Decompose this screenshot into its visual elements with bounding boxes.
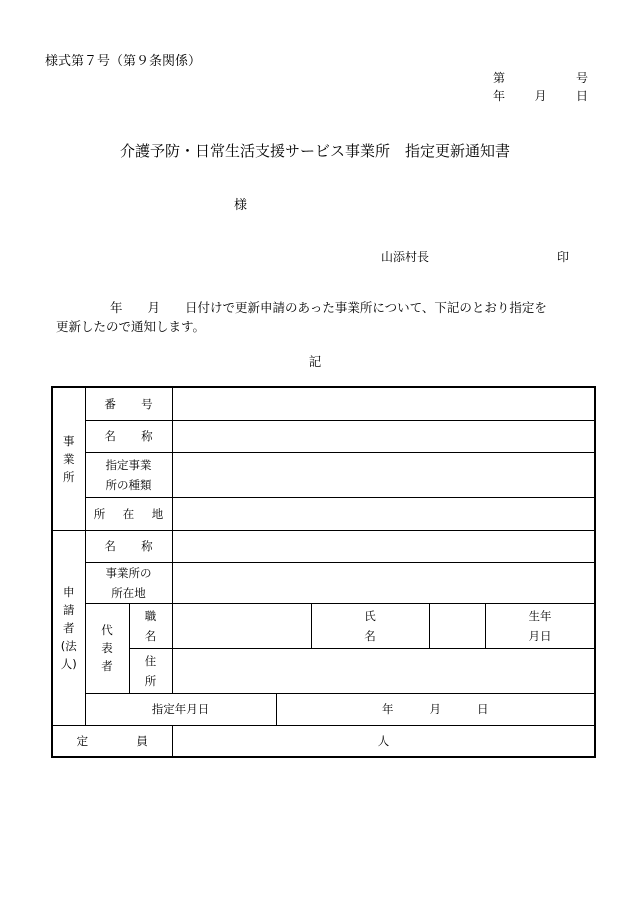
applicant-location-field[interactable] (172, 562, 595, 603)
document-number (493, 69, 588, 87)
rep-address-field[interactable] (172, 648, 595, 693)
office-name-field[interactable] (172, 420, 595, 452)
document-number-date (493, 69, 588, 105)
rep-name-label: 氏 名 (311, 603, 429, 648)
doc-date-day: 日 (575, 89, 588, 103)
rep-title-label: 職 名 (129, 603, 172, 648)
applicant-name-field[interactable] (172, 530, 595, 562)
body-line-1: 年 月 日付けで更新申請のあった事業所について、下記のとおり指定を (110, 300, 547, 315)
applicant-location-label: 事業所の 所在地 (85, 562, 172, 603)
applicant-name-label: 名 称 (85, 530, 172, 562)
capacity-label: 定 員 (52, 725, 172, 757)
designation-date-label: 指定年月日 (85, 693, 276, 725)
designation-year: 年 (382, 702, 394, 716)
doc-number-prefix: 第 (493, 71, 506, 85)
doc-date-month: 月 (534, 89, 547, 103)
representative-group-label: 代 表 者 (85, 603, 129, 693)
office-location-field[interactable] (172, 497, 595, 530)
office-number-label: 番 号 (85, 387, 172, 420)
rep-name-field[interactable] (429, 603, 485, 648)
office-location-label: 所 在 地 (85, 497, 172, 530)
designation-month: 月 (429, 702, 442, 716)
office-group-label: 事 業 所 (52, 387, 85, 530)
office-number-field[interactable] (172, 387, 595, 420)
designation-day: 日 (477, 702, 489, 716)
capacity-field[interactable] (172, 725, 595, 757)
doc-number-suffix: 号 (575, 71, 588, 85)
addressee-suffix: 様 (234, 198, 248, 213)
rep-title-field[interactable] (172, 603, 311, 648)
designation-date-field[interactable] (276, 693, 595, 725)
issuer: 山添村長 (381, 250, 430, 264)
rep-address-label: 住 所 (129, 648, 172, 693)
rep-birthdate-label: 生年 月日 (485, 603, 595, 648)
document-title: 介護予防・日常生活支援サービス事業所 指定更新通知書 (119, 142, 510, 160)
ki-heading: 記 (308, 354, 322, 369)
office-type-field[interactable] (172, 452, 595, 497)
body-text (56, 298, 547, 336)
form-label: 様式第７号（第９条関係） (45, 54, 202, 69)
applicant-group-label: 申 請 者 (法 人) (52, 530, 85, 725)
office-name-label: 名 称 (85, 420, 172, 452)
body-line-2: 更新したので通知します。 (56, 319, 206, 334)
notification-table (51, 386, 596, 758)
capacity-unit: 人 (377, 733, 390, 748)
office-type-label: 指定事業 所の種類 (85, 452, 172, 497)
document-date (493, 87, 588, 105)
doc-date-year: 年 (493, 89, 506, 103)
seal-mark: 印 (557, 250, 570, 264)
